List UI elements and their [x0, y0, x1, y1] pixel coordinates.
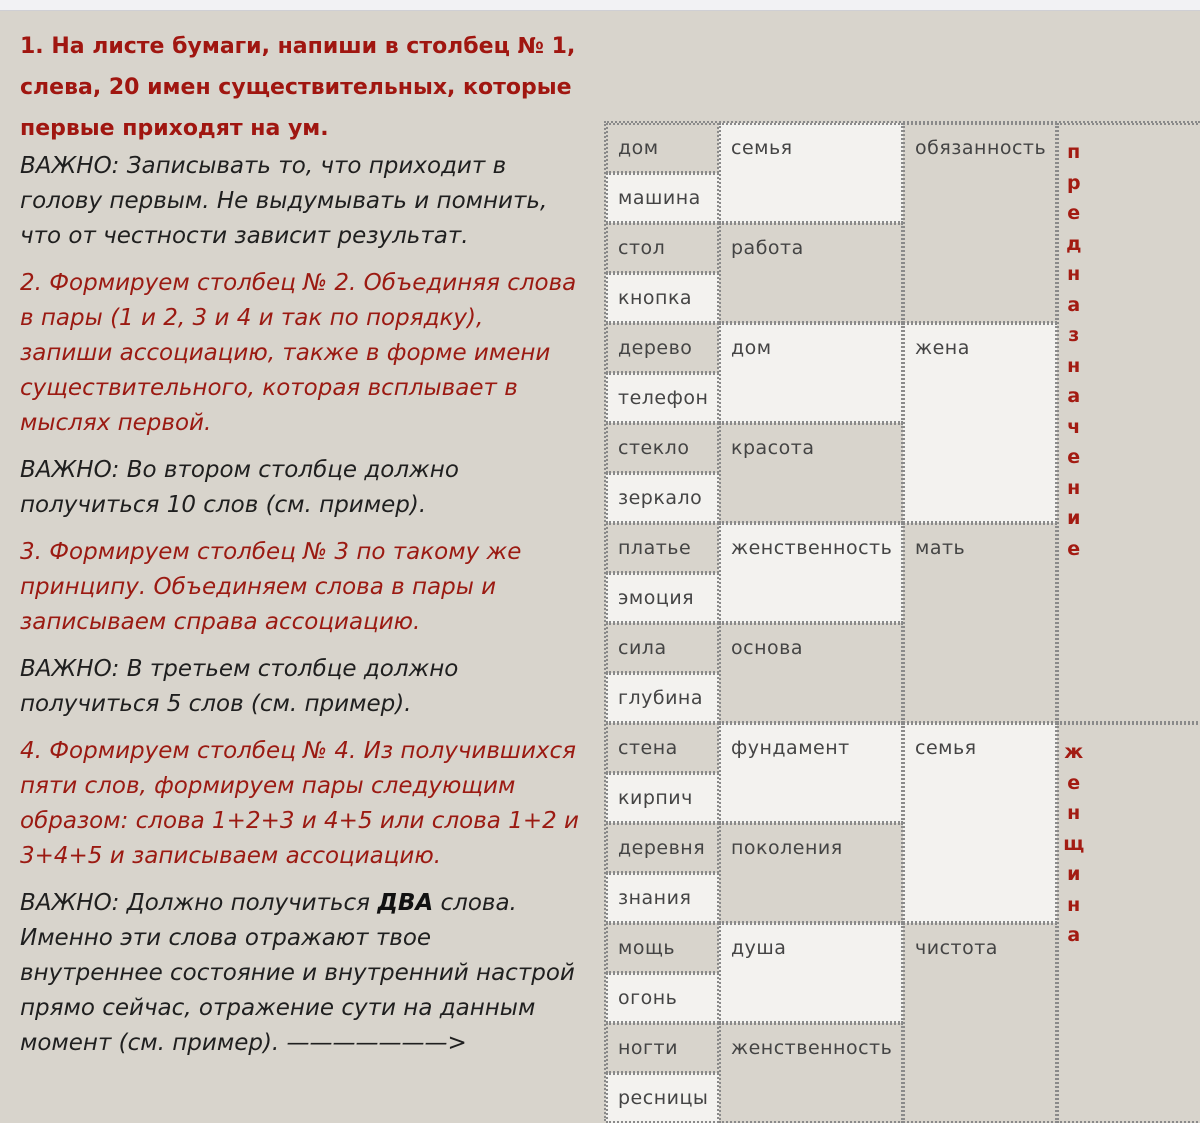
col2-cell: работа [719, 223, 903, 323]
col4-letter: а [1067, 924, 1081, 946]
col4-letter: щ [1063, 832, 1085, 855]
note-1: ВАЖНО: Записывать то, что приходит в голову первым. Не выдумывать и помнить, что от честности зависит результат. [20, 153, 548, 249]
step-1: 1. На листе бумаги, напиши в столбец № 1, слева, 20 имен существительных, которые первые приходят на ум. [20, 34, 576, 141]
note-4-pre: ВАЖНО: Должно получиться [20, 890, 378, 916]
col4-letter: н [1067, 476, 1081, 499]
col1-cell: сила [606, 623, 719, 673]
col1-cell: огонь [606, 973, 719, 1023]
col2-cell: женственность [719, 1023, 903, 1123]
note-2: ВАЖНО: Во втором столбце должно получиться 10 слов (см. пример). [20, 457, 459, 518]
col1-cell: мощь [606, 923, 719, 973]
col1-cell: ресницы [606, 1073, 719, 1123]
col4-letter: д [1066, 232, 1082, 255]
col4-letter: н [1067, 263, 1081, 285]
col4-word-2 [1059, 737, 1089, 951]
col2-cell: душа [719, 923, 903, 1023]
col3-cell: жена [903, 323, 1057, 523]
col4-letter: и [1067, 507, 1081, 529]
col2-cell: женственность [719, 523, 903, 623]
col1-cell: кнопка [606, 273, 719, 323]
col4-letter: н [1067, 802, 1081, 824]
col1-cell: глубина [606, 673, 719, 723]
col3-cell: мать [903, 523, 1057, 723]
col1-cell: стена [606, 723, 719, 773]
col2-cell: фундамент [719, 723, 903, 823]
col4-letter: а [1067, 385, 1081, 407]
col1-cell: машина [606, 173, 719, 223]
col1-cell: зеркало [606, 473, 719, 523]
col4-letter: е [1067, 202, 1081, 224]
association-table [604, 121, 1200, 1121]
col1-cell: деревня [606, 823, 719, 873]
col1-cell: ногти [606, 1023, 719, 1073]
col3-cell: чистота [903, 923, 1057, 1123]
col1-cell: дерево [606, 323, 719, 373]
col1-cell: платье [606, 523, 719, 573]
col4-letter: ж [1064, 741, 1084, 763]
col1-cell: стол [606, 223, 719, 273]
col4-letter: а [1067, 293, 1081, 316]
col4-letter: р [1066, 171, 1082, 194]
instructions-panel [20, 26, 580, 1061]
col4-letter: з [1068, 324, 1080, 346]
col4-cell-2 [1057, 723, 1200, 1123]
col2-cell: семья [719, 123, 903, 223]
col1-cell: эмоция [606, 573, 719, 623]
col2-cell: красота [719, 423, 903, 523]
col4-letter: ч [1067, 415, 1081, 438]
step-3: 3. Формируем столбец № 3 по такому же принципу. Объединяем слова в пары и записываем справа ассоциацию. [20, 539, 522, 635]
step-2: 2. Формируем столбец № 2. Объединяя слова в пары (1 и 2, 3 и 4 и так по порядку), запиши ассоциацию, также в форме имени существительного, которая всплывает в мыслях первой. [20, 270, 577, 436]
col3-cell: обязанность [903, 123, 1057, 323]
col2-cell: поколения [719, 823, 903, 923]
top-strip [0, 0, 1200, 11]
note-4-post: слова. Именно эти слова отражают твое внутреннее состояние и внутренний настрой прямо сейчас, отражение сути на данным момент (см. пример). ———————> [20, 890, 575, 1056]
note-3: ВАЖНО: В третьем столбце должно получиться 5 слов (см. пример). [20, 656, 459, 717]
col4-letter: е [1067, 537, 1081, 560]
col4-letter: е [1067, 446, 1081, 468]
col4-letter: е [1067, 771, 1081, 794]
col1-cell: кирпич [606, 773, 719, 823]
col4-letter: и [1067, 863, 1081, 885]
col1-cell: стекло [606, 423, 719, 473]
note-4 [20, 886, 580, 1061]
col4-letter: н [1067, 354, 1081, 377]
col4-letter: п [1067, 141, 1081, 163]
col2-cell: основа [719, 623, 903, 723]
col4-cell-1 [1057, 123, 1200, 723]
step-4: 4. Формируем столбец № 4. Из получившихся пяти слов, формируем пары следующим образом: слова 1+2+3 и 4+5 или слова 1+2 и 3+4+5 и записываем ассоциацию. [20, 738, 579, 869]
note-4-bold: ДВА [377, 890, 434, 916]
col1-cell: дом [606, 123, 719, 173]
col4-word-1 [1059, 137, 1089, 564]
col2-cell: дом [719, 323, 903, 423]
col1-cell: знания [606, 873, 719, 923]
col1-cell: телефон [606, 373, 719, 423]
col4-letter: н [1067, 893, 1081, 916]
col3-cell: семья [903, 723, 1057, 923]
